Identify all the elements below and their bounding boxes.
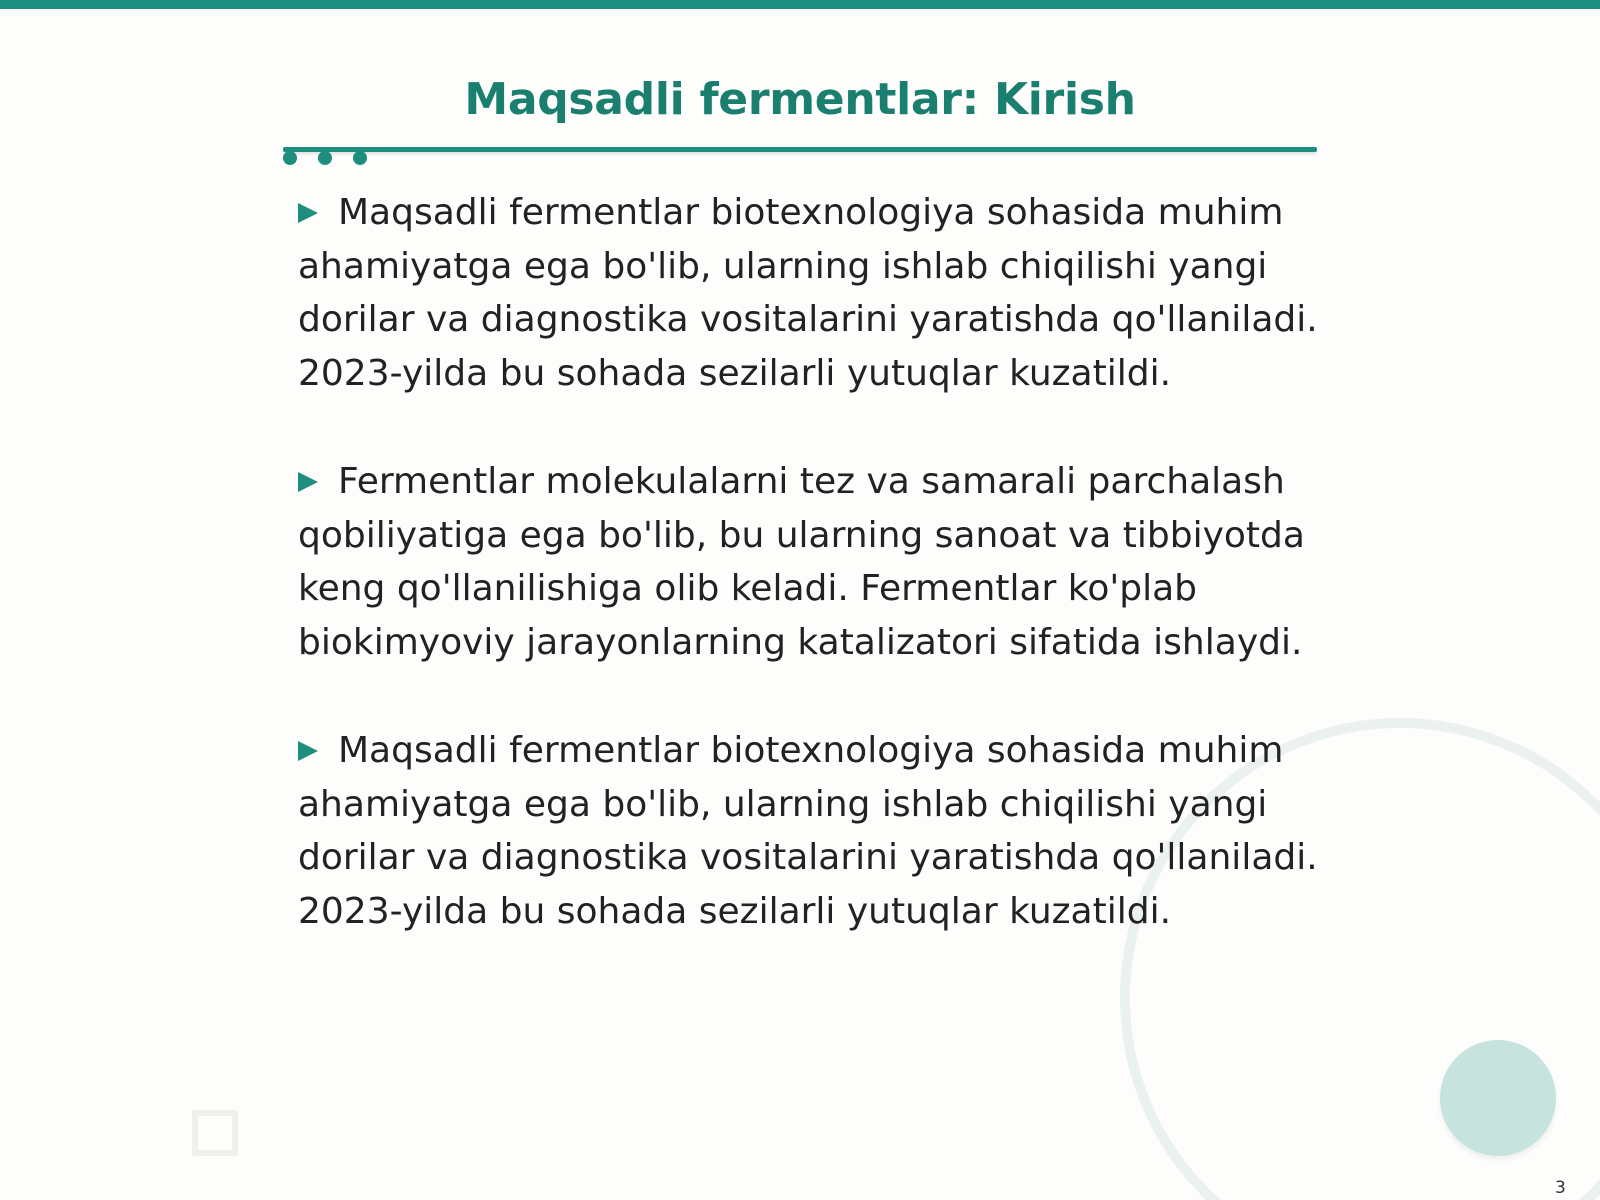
- page-number: 3: [1555, 1178, 1566, 1198]
- bullet-text: Maqsadli fermentlar biotexnologiya sohasida muhim ahamiyatga ega bo'lib, ularning ishlab chiqilishi yangi dorilar va diagnostika vositalarini yaratishda qo'llaniladi. 2023-yilda bu sohada sezilarli yutuqlar kuzatildi.: [298, 730, 1318, 932]
- decorative-dot: [283, 151, 297, 165]
- slide-title: Maqsadli fermentlar: Kirish: [464, 74, 1136, 125]
- bullet-text: Fermentlar molekulalarni tez va samarali parchalash qobiliyatiga ega bo'lib, bu ularning sanoat va tibbiyotda keng qo'llanilishiga olib keladi. Fermentlar ko'plab biokimyoviy jarayonlarning katalizatori sifatida ishlaydi.: [298, 461, 1305, 663]
- title-underline: [283, 147, 1317, 152]
- bullet-item: [298, 186, 1318, 400]
- top-accent-bar: [0, 0, 1600, 9]
- bullet-text: Maqsadli fermentlar biotexnologiya sohasida muhim ahamiyatga ega bo'lib, ularning ishlab chiqilishi yangi dorilar va diagnostika vositalarini yaratishda qo'llaniladi. 2023-yilda bu sohada sezilarli yutuqlar kuzatildi.: [298, 192, 1318, 394]
- decorative-square: [192, 1110, 238, 1156]
- decorative-circle: [1440, 1040, 1556, 1156]
- decorative-dot: [353, 151, 367, 165]
- triangle-right-icon: [298, 741, 318, 761]
- bullet-item: [298, 724, 1318, 938]
- bullet-item: [298, 455, 1318, 669]
- bullet-list: [298, 186, 1318, 993]
- decorative-dot: [318, 151, 332, 165]
- triangle-right-icon: [298, 203, 318, 223]
- triangle-right-icon: [298, 472, 318, 492]
